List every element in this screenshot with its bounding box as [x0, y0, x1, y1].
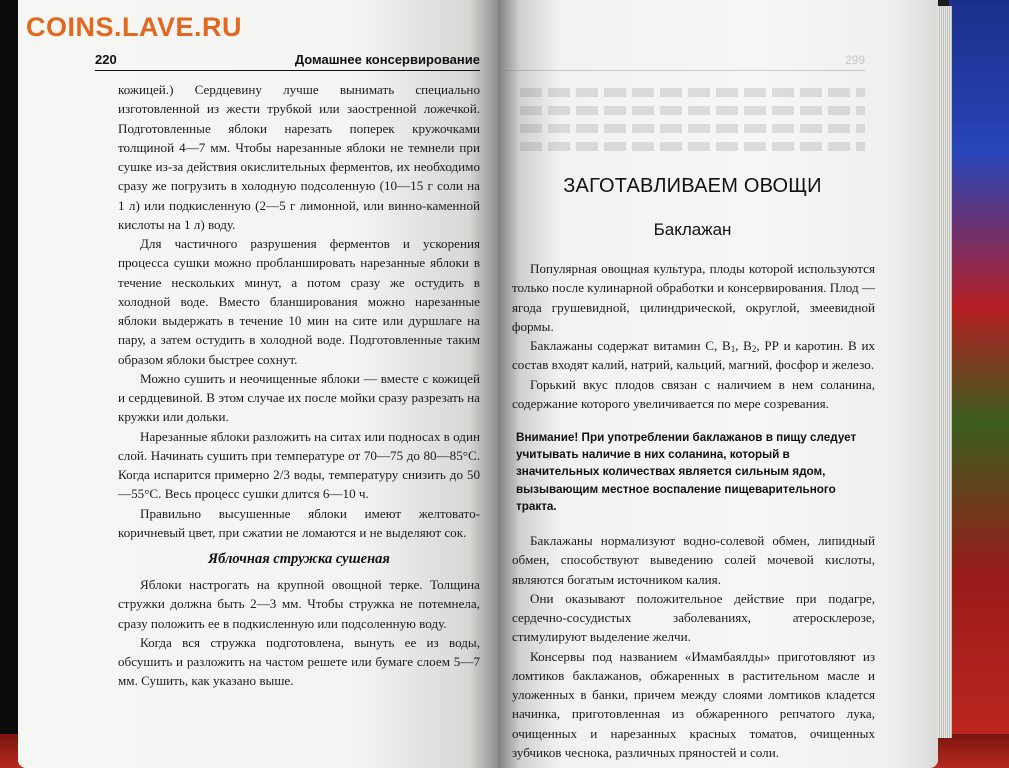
- left-running-header: [95, 52, 480, 71]
- show-through-page-number: 299: [844, 53, 865, 67]
- warning-note: Внимание! При употреблении баклажанов в пищу следует учитывать наличие в них соланина, который в значительных количествах является сильным ядом, вызывающим местное воспаление пищеварительного тракта.: [516, 431, 857, 513]
- paragraph: Правильно высушенные яблоки имеют желтовато-коричневый цвет, при сжатии не ломаются и не выделяют сок.: [118, 505, 480, 540]
- subscript: 2: [751, 344, 757, 354]
- subscript: 1: [730, 344, 736, 354]
- right-page-text: [512, 259, 875, 762]
- watermark-logo: COINS.LAVE.RU: [26, 12, 243, 42]
- paragraph: Консервы под названием «Имамбаялды» приготовляют из ломтиков баклажанов, обжаренных в растительном масле и уложенных в банки, причем между слоями ломтиков кладется начинка, приготовленная из обжаренного репчатого лука, очищенных и нарезанных красных томатов, очищенных зубчиков чеснока, различных пряностей и соли.: [512, 648, 875, 760]
- paragraph: Баклажаны нормализуют водно-солевой обмен, липидный обмен, способствуют выведению солей мочевой кислоты, являются богатым источником калия.: [512, 533, 875, 587]
- page-fore-edge: [938, 6, 952, 738]
- text-run: Баклажаны содержат витамин С, В: [530, 338, 731, 353]
- show-through-header: [505, 52, 865, 71]
- paragraph: Когда вся стружка подготовлена, вынуть ее из воды, обсушить и разложить на частом решете или бумаге слоем 5—7 мм. Сушить, как указано выше.: [118, 634, 480, 689]
- show-through-line: [520, 124, 865, 133]
- paragraph: Нарезанные яблоки разложить на ситах или подносах в один слой. Начинать сушить при температуре от 70—75 до 80—85°С. Когда испарится примерно 2/3 воды, температуру снизить до 50—55°С. Весь процесс сушки длится 6—10 ч.: [118, 428, 480, 502]
- text-run: , РР и каротин. В их состав входят калий, натрий, кальций, магний, фосфор и железо.: [512, 338, 875, 373]
- subheading: Яблочная стружка сушеная: [208, 551, 390, 567]
- left-page-text: [118, 80, 480, 691]
- book-cover-edge: [949, 0, 1009, 768]
- show-through-line: [520, 106, 865, 115]
- show-through-line: [520, 142, 865, 151]
- paragraph: Можно сушить и неочищенные яблоки — вместе с кожицей и сердцевиной. В этом случае их после мойки сразу разрезать на кружки или дольки.: [118, 370, 480, 425]
- page-number: 220: [95, 52, 117, 67]
- paragraph: кожицей.) Сердцевину лучше вынимать специально изготовленной из жести трубкой или заостренной ложечкой. Подготовленные яблоки нарезать поперек кружочками толщиной 4—7 мм. Чтобы нарезанные яблоки не темнели при сушке из-за действия окислительных ферментов, их необходимо сразу же погрузить в холодную подсоленную (10—15 г соли на 1 л) или подкисленную (2—5 г лимонной, или винно-каменной кислоты на 1 л) воду.: [118, 82, 480, 232]
- paragraph: Для частичного разрушения ферментов и ускорения процесса сушки можно пробланшировать нарезанные яблоки в течение нескольких минут, а потом сразу же остудить в холодной воде. Вместо бланширования можно нарезанные яблоки выдержать в течение 10 мин на сите или дуршлаге на пару, а затем остудить в холодной воде. Подготовленные таким образом яблоки быстрее сохнут.: [118, 236, 480, 367]
- running-title: Домашнее консервирование: [294, 52, 480, 67]
- paragraph: Яблоки настрогать на крупной овощной терке. Толщина стружки должна быть 2—3 мм. Чтобы стружка не потемнела, сразу положить ее в подкисленную или подсоленную воду.: [118, 577, 480, 631]
- paragraph: Горький вкус плодов связан с наличием в нем соланина, содержание которого увеличивается по мере созревания.: [512, 376, 875, 411]
- paragraph-vitamins: [512, 336, 875, 375]
- text-run: , В: [735, 338, 752, 353]
- section-title: Баклажан: [653, 220, 732, 239]
- chapter-title: ЗАГОТАВЛИВАЕМ ОВОЩИ: [563, 175, 822, 197]
- show-through-line: [520, 88, 865, 97]
- paragraph: Популярная овощная культура, плоды которой используются только после кулинарной обработки и консервирования. Плод — ягода грушевидной, цилиндрической, округлой, змеевидной формы.: [512, 261, 875, 334]
- paragraph: Они оказывают положительное действие при подагре, сердечно-сосудистых заболеваниях, атеросклерозе, стимулируют выделение желчи.: [512, 590, 875, 645]
